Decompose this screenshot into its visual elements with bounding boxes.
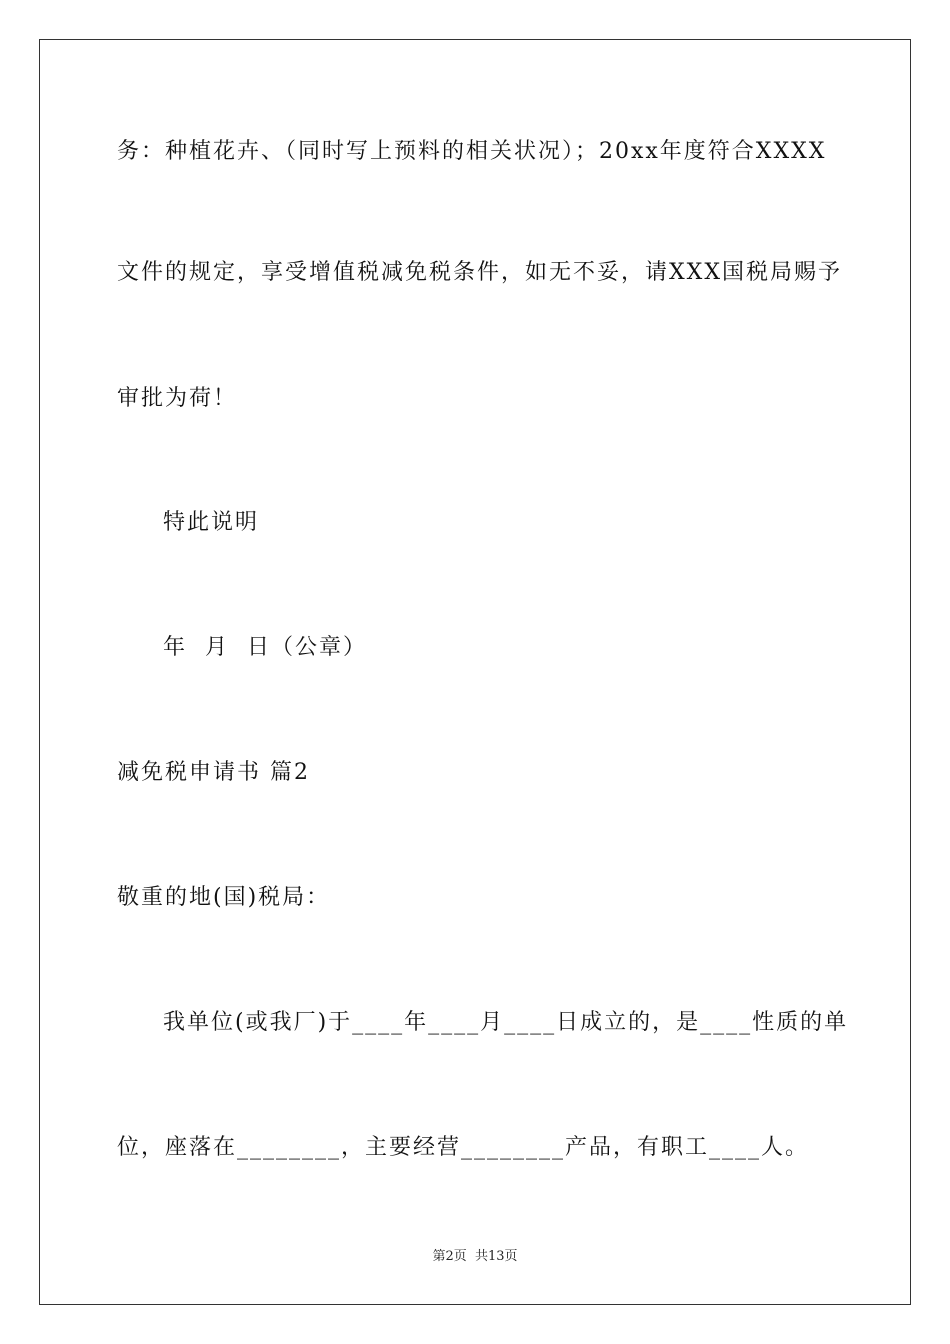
body-line-8: 我单位(或我厂)于____年____月____日成立的，是____性质的单 xyxy=(163,1010,849,1035)
closing-statement: 特此说明 xyxy=(163,510,260,535)
page-border xyxy=(39,39,911,1305)
body-line-9: 位，座落在________，主要经营________产品，有职工____人。 xyxy=(117,1135,810,1160)
page-footer: 第2页 共13页 xyxy=(432,1249,518,1264)
body-line-3: 审批为荷！ xyxy=(117,386,238,411)
date-seal-line: 年 月 日（公章） xyxy=(163,635,367,660)
body-line-1: 务：种植花卉、（同时写上预料的相关状况）；20xx年度符合XXXX xyxy=(117,139,827,164)
salutation: 敬重的地(国)税局： xyxy=(117,885,331,910)
section-heading: 减免税申请书 篇2 xyxy=(117,760,310,785)
body-line-2: 文件的规定，享受增值税减免税条件，如无不妥，请XXX国税局赐予 xyxy=(117,260,842,285)
